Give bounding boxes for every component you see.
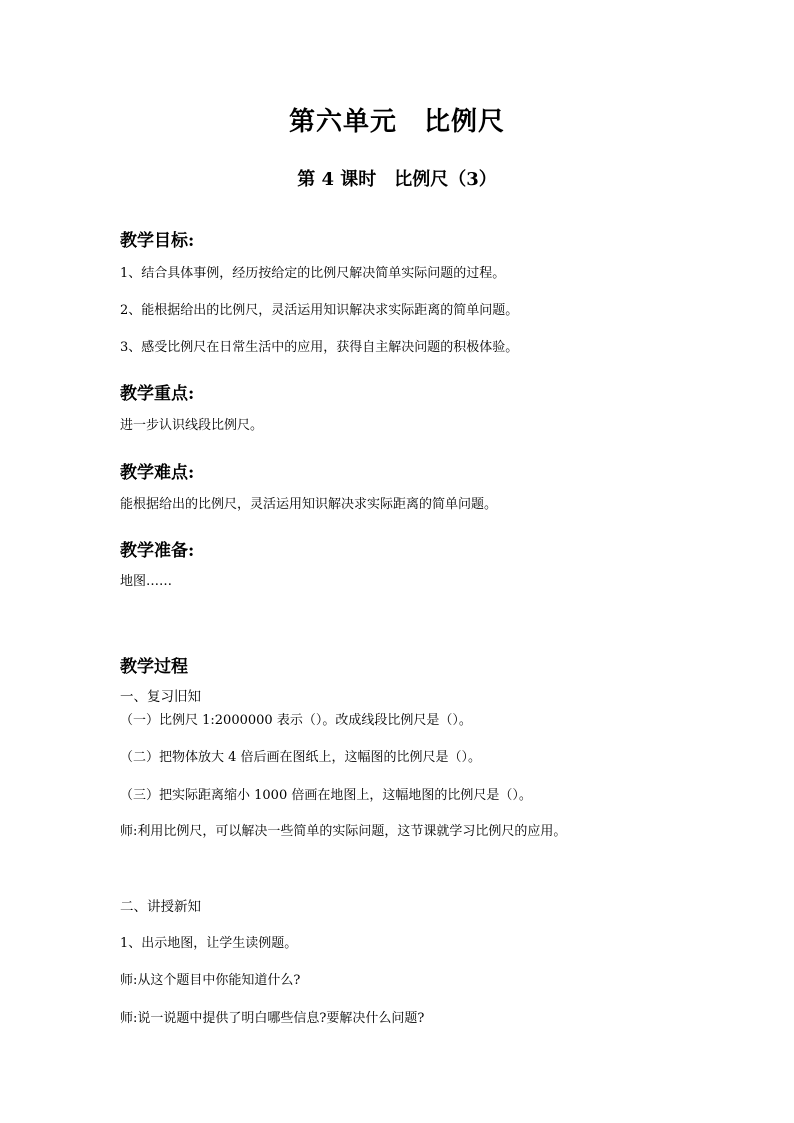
preparation-heading: 教学准备: <box>120 541 195 561</box>
new-knowledge-item: 1、出示地图，让学生读例题。 <box>120 936 298 951</box>
page-title: 第六单元 比例尺 <box>288 107 505 137</box>
new-knowledge-item: 师:从这个题目中你能知道什么? <box>120 973 301 988</box>
review-section-title: 一、复习旧知 <box>120 689 201 705</box>
objective-item: 1、结合具体事例，经历按给定的比例尺解决简单实际问题的过程。 <box>120 266 506 281</box>
objectives-heading: 教学目标: <box>120 231 195 251</box>
difficulties-heading: 教学难点: <box>120 463 195 483</box>
new-knowledge-item: 师:说一说题中提供了明白哪些信息?要解决什么问题? <box>120 1011 425 1026</box>
objective-item: 2、能根据给出的比例尺，灵活运用知识解决求实际距离的简单问题。 <box>120 303 519 318</box>
key-points-text: 进一步认识线段比例尺。 <box>120 418 264 433</box>
key-points-heading: 教学重点: <box>120 384 195 404</box>
review-item: （二）把物体放大 4 倍后画在图纸上，这幅图的比例尺是（）。 <box>120 750 482 765</box>
new-knowledge-title: 二、讲授新知 <box>120 899 201 915</box>
review-item: （三）把实际距离缩小 1000 倍画在地图上，这幅地图的比例尺是（）。 <box>120 788 532 803</box>
difficulties-text: 能根据给出的比例尺，灵活运用知识解决求实际距离的简单问题。 <box>120 497 498 512</box>
objective-item: 3、感受比例尺在日常生活中的应用，获得自主解决问题的积极体验。 <box>120 340 519 355</box>
lesson-subtitle: 第 4 课时 比例尺（3） <box>297 169 497 190</box>
review-item: （一）比例尺 1:2000000 表示（）。改成线段比例尺是（）。 <box>120 713 472 728</box>
preparation-text: 地图…… <box>120 574 173 589</box>
process-heading: 教学过程 <box>120 657 188 677</box>
review-teacher-line: 师:利用比例尺，可以解决一些简单的实际问题，这节课就学习比例尺的应用。 <box>120 824 567 839</box>
